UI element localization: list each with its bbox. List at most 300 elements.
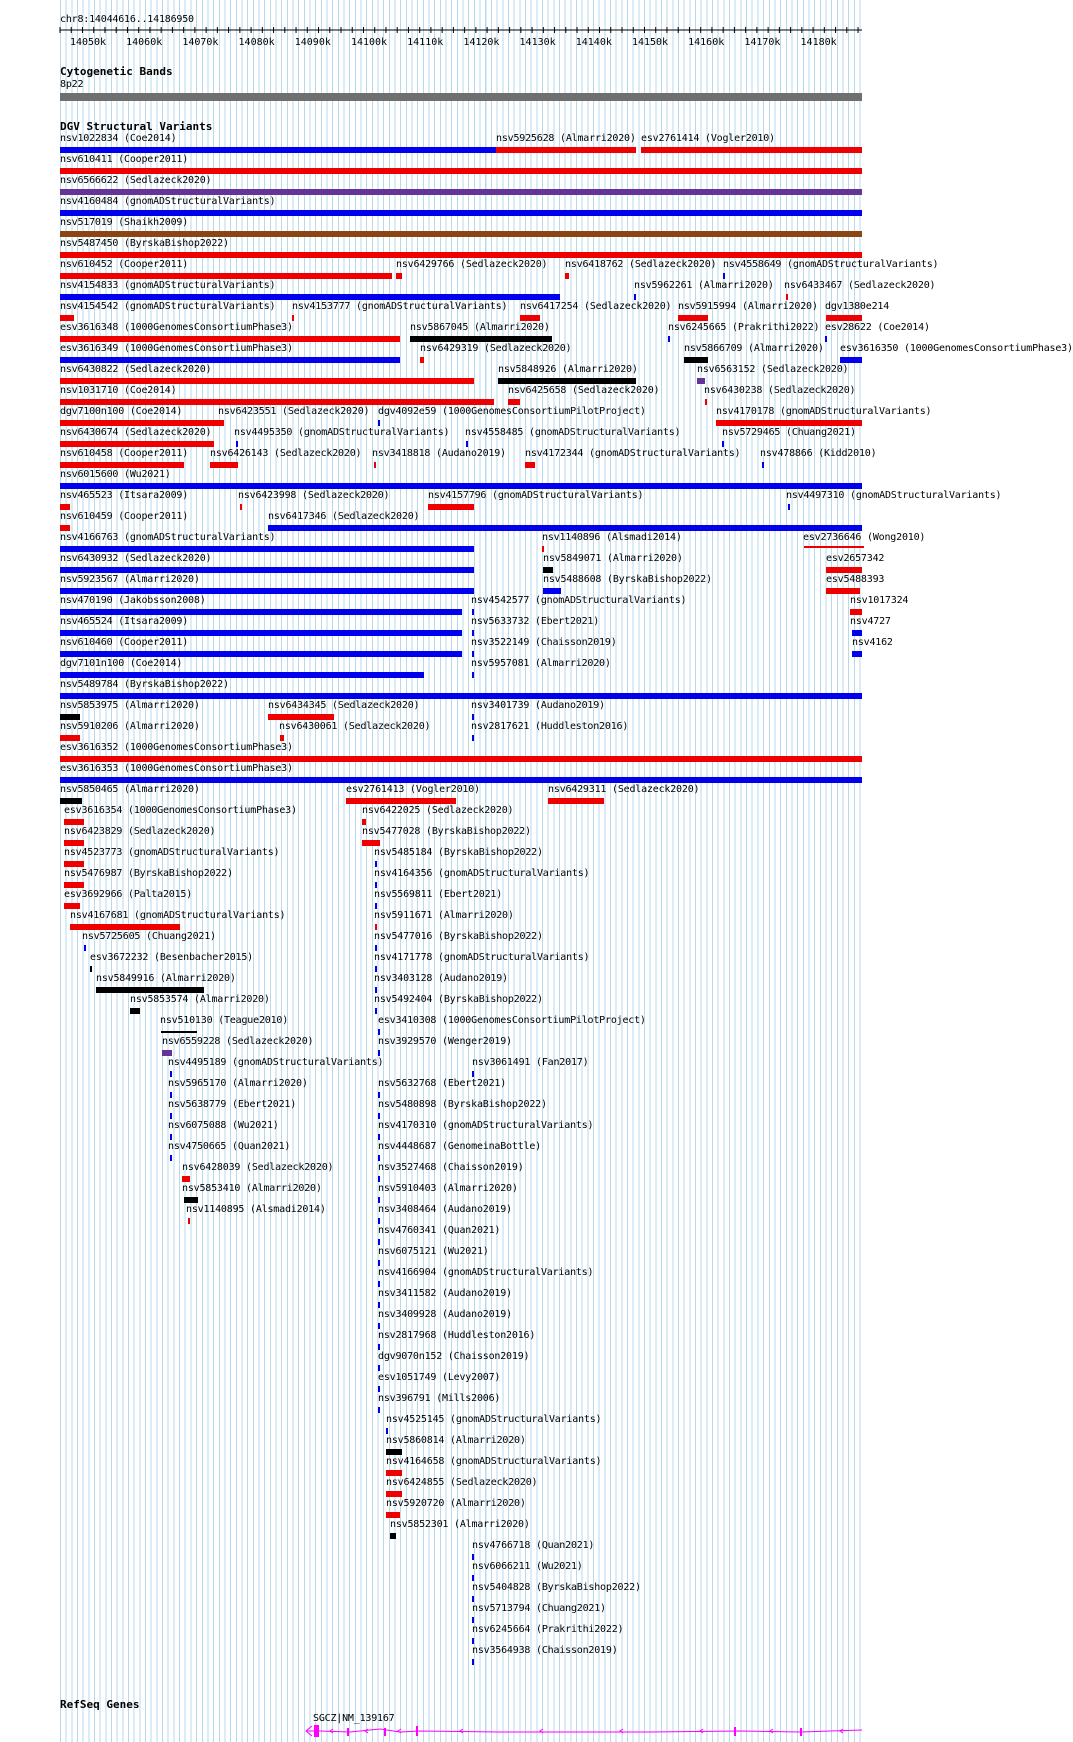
variant-label[interactable]: nsv6423998 (Sedlazeck2020)	[238, 490, 390, 501]
variant-label[interactable]: nsv4558649 (gnomADStructuralVariants)	[723, 259, 939, 270]
variant-label[interactable]: nsv6426143 (Sedlazeck2020)	[210, 448, 362, 459]
variant-label[interactable]: nsv5860814 (Almarri2020)	[386, 1435, 526, 1446]
variant-feature-loss[interactable]	[826, 315, 862, 321]
variant-feature-gain[interactable]	[375, 987, 377, 993]
variant-label[interactable]: nsv4497310 (gnomADStructuralVariants)	[786, 490, 1002, 501]
variant-feature-gain[interactable]	[60, 357, 400, 363]
variant-label[interactable]: nsv5713794 (Chuang2021)	[472, 1603, 606, 1614]
variant-feature-gain[interactable]	[378, 1113, 380, 1119]
variant-feature-gain[interactable]	[60, 651, 462, 657]
variant-label[interactable]: nsv6423551 (Sedlazeck2020)	[218, 406, 370, 417]
variant-feature-gain[interactable]	[472, 651, 474, 657]
variant-label[interactable]: nsv6430238 (Sedlazeck2020)	[704, 385, 856, 396]
variant-label[interactable]: nsv4525145 (gnomADStructuralVariants)	[386, 1414, 602, 1425]
variant-feature-loss[interactable]	[525, 462, 535, 468]
variant-feature-gain[interactable]	[378, 1029, 380, 1035]
variant-label[interactable]: nsv4542577 (gnomADStructuralVariants)	[471, 595, 687, 606]
variant-feature-loss[interactable]	[705, 399, 707, 405]
variant-label[interactable]: nsv4162	[852, 637, 893, 648]
variant-feature-gain[interactable]	[386, 1428, 388, 1434]
variant-label[interactable]: nsv610460 (Cooper2011)	[60, 637, 189, 648]
variant-feature-gain[interactable]	[472, 1617, 474, 1623]
variant-feature-loss[interactable]	[70, 924, 180, 930]
variant-label[interactable]: esv3616352 (1000GenomesConsortiumPhase3)	[60, 742, 293, 753]
variant-label[interactable]: nsv6430061 (Sedlazeck2020)	[279, 721, 431, 732]
variant-feature-loss[interactable]	[60, 756, 862, 762]
variant-label[interactable]: nsv5925628 (Almarri2020)	[496, 133, 636, 144]
variant-feature-gain[interactable]	[852, 630, 862, 636]
variant-label[interactable]: nsv5492404 (ByrskaBishop2022)	[374, 994, 543, 1005]
variant-feature-gain[interactable]	[472, 609, 474, 615]
variant-label[interactable]: esv2657342	[826, 553, 885, 564]
variant-feature-loss[interactable]	[548, 798, 604, 804]
variant-label[interactable]: nsv4523773 (gnomADStructuralVariants)	[64, 847, 280, 858]
variant-feature-gain[interactable]	[378, 1323, 380, 1329]
variant-feature-mobile[interactable]	[60, 231, 862, 237]
variant-label[interactable]: esv3672232 (Besenbacher2015)	[90, 952, 253, 963]
variant-label[interactable]: esv3616349 (1000GenomesConsortiumPhase3)	[60, 343, 293, 354]
variant-feature-gain[interactable]	[378, 1239, 380, 1245]
variant-label[interactable]: esv3616350 (1000GenomesConsortiumPhase3)	[840, 343, 1073, 354]
variant-label[interactable]: nsv4166763 (gnomADStructuralVariants)	[60, 532, 276, 543]
variant-label[interactable]: nsv4154542 (gnomADStructuralVariants)	[60, 301, 276, 312]
variant-feature-gain[interactable]	[668, 336, 670, 342]
variant-label[interactable]: esv3616354 (1000GenomesConsortiumPhase3)	[64, 805, 297, 816]
variant-label[interactable]: nsv5852301 (Almarri2020)	[390, 1519, 530, 1530]
variant-label[interactable]: nsv4495350 (gnomADStructuralVariants)	[234, 427, 450, 438]
variant-feature-loss[interactable]	[60, 441, 214, 447]
variant-label[interactable]: nsv5632768 (Ebert2021)	[378, 1078, 507, 1089]
variant-label[interactable]: dgv1380e214	[825, 301, 890, 312]
variant-label[interactable]: nsv5633732 (Ebert2021)	[471, 616, 600, 627]
variant-label[interactable]: nsv1017324	[850, 595, 909, 606]
variant-label[interactable]: nsv6425658 (Sedlazeck2020)	[508, 385, 660, 396]
variant-feature-loss[interactable]	[60, 504, 70, 510]
cytoband-bar[interactable]	[60, 93, 862, 101]
variant-label[interactable]: dgv7100n100 (Coe2014)	[60, 406, 183, 417]
variant-label[interactable]: dgv7101n100 (Coe2014)	[60, 658, 183, 669]
variant-feature-gain[interactable]	[378, 1407, 380, 1413]
variant-label[interactable]: nsv6066211 (Wu2021)	[472, 1561, 583, 1572]
variant-feature-gain[interactable]	[378, 1050, 380, 1056]
variant-label[interactable]: nsv4558485 (gnomADStructuralVariants)	[465, 427, 681, 438]
variant-feature-inversion[interactable]	[697, 378, 705, 384]
variant-feature-gain[interactable]	[60, 147, 496, 153]
variant-label[interactable]: nsv6430822 (Sedlazeck2020)	[60, 364, 212, 375]
variant-label[interactable]: nsv470190 (Jakobsson2008)	[60, 595, 206, 606]
variant-feature-loss[interactable]	[520, 315, 540, 321]
variant-feature-loss[interactable]	[374, 462, 376, 468]
variant-label[interactable]: nsv5920720 (Almarri2020)	[386, 1498, 526, 1509]
variant-label[interactable]: esv1051749 (Levy2007)	[378, 1372, 501, 1383]
variant-label[interactable]: nsv5476987 (ByrskaBishop2022)	[64, 868, 233, 879]
variant-label[interactable]: nsv4154833 (gnomADStructuralVariants)	[60, 280, 276, 291]
variant-feature-loss[interactable]	[716, 420, 862, 426]
variant-feature-gain[interactable]	[378, 1197, 380, 1203]
variant-feature-loss[interactable]	[396, 273, 402, 279]
variant-feature-gain[interactable]	[723, 273, 725, 279]
variant-feature-gain[interactable]	[60, 483, 862, 489]
variant-label[interactable]: nsv4495189 (gnomADStructuralVariants)	[168, 1057, 384, 1068]
variant-label[interactable]: nsv5487450 (ByrskaBishop2022)	[60, 238, 229, 249]
variant-label[interactable]: nsv5404828 (ByrskaBishop2022)	[472, 1582, 641, 1593]
variant-label[interactable]: esv3692966 (Palta2015)	[64, 889, 193, 900]
variant-label[interactable]: esv3616348 (1000GenomesConsortiumPhase3)	[60, 322, 293, 333]
variant-label[interactable]: nsv610411 (Cooper2011)	[60, 154, 189, 165]
variant-label[interactable]: nsv3522149 (Chaisson2019)	[471, 637, 617, 648]
variant-feature-gain[interactable]	[466, 441, 468, 447]
variant-label[interactable]: nsv5910206 (Almarri2020)	[60, 721, 200, 732]
variant-feature-gain[interactable]	[472, 735, 474, 741]
variant-feature-loss[interactable]	[218, 420, 224, 426]
variant-label[interactable]: nsv6075088 (Wu2021)	[168, 1120, 279, 1131]
variant-feature-gain[interactable]	[378, 1281, 380, 1287]
variant-feature-gain[interactable]	[170, 1092, 172, 1098]
variant-label[interactable]: nsv5488608 (ByrskaBishop2022)	[543, 574, 712, 585]
variant-label[interactable]: nsv3564938 (Chaisson2019)	[472, 1645, 618, 1656]
variant-feature-complex[interactable]	[386, 1449, 402, 1455]
variant-feature-gain[interactable]	[170, 1134, 172, 1140]
variant-label[interactable]: nsv5725605 (Chuang2021)	[82, 931, 216, 942]
variant-label[interactable]: nsv5957081 (Almarri2020)	[471, 658, 611, 669]
variant-label[interactable]: nsv6434345 (Sedlazeck2020)	[268, 700, 420, 711]
variant-feature-loss[interactable]	[64, 819, 84, 825]
variant-feature-loss[interactable]	[60, 378, 474, 384]
variant-feature-gain[interactable]	[378, 1092, 380, 1098]
variant-feature-inversion[interactable]	[162, 1050, 172, 1056]
variant-feature-gain[interactable]	[60, 294, 560, 300]
variant-label[interactable]: nsv3408464 (Audano2019)	[378, 1204, 512, 1215]
variant-label[interactable]: nsv3418818 (Audano2019)	[372, 448, 506, 459]
variant-feature-gain[interactable]	[375, 861, 377, 867]
variant-feature-loss[interactable]	[268, 714, 334, 720]
variant-label[interactable]: nsv5853574 (Almarri2020)	[130, 994, 270, 1005]
variant-label[interactable]: nsv1031710 (Coe2014)	[60, 385, 177, 396]
variant-feature-gain[interactable]	[472, 630, 474, 636]
variant-label[interactable]: nsv4750665 (Quan2021)	[168, 1141, 291, 1152]
variant-feature-complex[interactable]	[90, 966, 92, 972]
variant-feature-loss[interactable]	[565, 273, 569, 279]
variant-label[interactable]: nsv478866 (Kidd2010)	[760, 448, 877, 459]
variant-label[interactable]: nsv4170310 (gnomADStructuralVariants)	[378, 1120, 594, 1131]
variant-label[interactable]: nsv6430932 (Sedlazeck2020)	[60, 553, 212, 564]
variant-label[interactable]: nsv5853410 (Almarri2020)	[182, 1183, 322, 1194]
variant-label[interactable]: esv2761414 (Vogler2010)	[641, 133, 775, 144]
variant-label[interactable]: nsv4760341 (Quan2021)	[378, 1225, 501, 1236]
variant-label[interactable]: nsv5866709 (Almarri2020)	[684, 343, 824, 354]
variant-feature-gain[interactable]	[375, 966, 377, 972]
variant-label[interactable]: nsv5923567 (Almarri2020)	[60, 574, 200, 585]
variant-feature-loss[interactable]	[182, 1176, 190, 1182]
variant-feature-loss[interactable]	[280, 735, 284, 741]
variant-feature-gain[interactable]	[378, 420, 380, 426]
variant-feature-gain[interactable]	[60, 210, 862, 216]
variant-label[interactable]: nsv396791 (Mills2006)	[378, 1393, 501, 1404]
variant-label[interactable]: nsv4167681 (gnomADStructuralVariants)	[70, 910, 286, 921]
variant-label[interactable]: nsv4164356 (gnomADStructuralVariants)	[374, 868, 590, 879]
variant-feature-gain[interactable]	[84, 945, 86, 951]
variant-feature-loss[interactable]	[362, 819, 366, 825]
variant-feature-gain[interactable]	[378, 1134, 380, 1140]
variant-feature-gain[interactable]	[170, 1155, 172, 1161]
variant-feature-inversion[interactable]	[60, 189, 862, 195]
variant-label[interactable]: nsv5853975 (Almarri2020)	[60, 700, 200, 711]
variant-label[interactable]: nsv5849071 (Almarri2020)	[543, 553, 683, 564]
variant-label[interactable]: nsv5962261 (Almarri2020)	[634, 280, 774, 291]
variant-label[interactable]: nsv5489784 (ByrskaBishop2022)	[60, 679, 229, 690]
variant-feature-loss[interactable]	[60, 399, 494, 405]
variant-feature-loss[interactable]	[60, 168, 862, 174]
variant-label[interactable]: nsv3411582 (Audano2019)	[378, 1288, 512, 1299]
variant-label[interactable]: nsv6429766 (Sedlazeck2020)	[396, 259, 548, 270]
variant-feature-loss[interactable]	[678, 315, 708, 321]
gene-model[interactable]	[0, 1720, 890, 1742]
variant-label[interactable]: nsv5480898 (ByrskaBishop2022)	[378, 1099, 547, 1110]
variant-feature-loss[interactable]	[508, 399, 520, 405]
variant-label[interactable]: esv3616353 (1000GenomesConsortiumPhase3)	[60, 763, 293, 774]
variant-feature-complex[interactable]	[684, 357, 708, 363]
variant-feature-loss[interactable]	[386, 1491, 402, 1497]
gene-direction-chevron	[365, 1729, 368, 1733]
variant-label[interactable]: nsv6566622 (Sedlazeck2020)	[60, 175, 212, 186]
variant-label[interactable]: nsv510130 (Teague2010)	[160, 1015, 289, 1026]
variant-feature-loss[interactable]	[386, 1470, 402, 1476]
variant-feature-gain[interactable]	[378, 1155, 380, 1161]
variant-label[interactable]: esv3410308 (1000GenomesConsortiumPilotProject)	[378, 1015, 646, 1026]
variant-label[interactable]: nsv6563152 (Sedlazeck2020)	[697, 364, 849, 375]
variant-feature-gain[interactable]	[375, 945, 377, 951]
variant-feature-complex[interactable]	[161, 1031, 197, 1033]
variant-feature-loss[interactable]	[826, 588, 860, 594]
variant-label[interactable]: nsv465523 (Itsara2009)	[60, 490, 189, 501]
variant-feature-gain[interactable]	[825, 336, 827, 342]
variant-label[interactable]: nsv3409928 (Audano2019)	[378, 1309, 512, 1320]
variant-feature-complex[interactable]	[60, 714, 80, 720]
variant-feature-loss[interactable]	[64, 861, 84, 867]
variant-feature-gain[interactable]	[375, 903, 377, 909]
variant-label[interactable]: dgv9070n152 (Chaisson2019)	[378, 1351, 530, 1362]
variant-feature-gain[interactable]	[472, 1575, 474, 1581]
variant-feature-loss[interactable]	[375, 924, 377, 930]
variant-feature-gain[interactable]	[60, 588, 474, 594]
variant-label[interactable]: nsv2817621 (Huddleston2016)	[471, 721, 629, 732]
variant-feature-gain[interactable]	[375, 1008, 377, 1014]
variant-feature-gain[interactable]	[840, 357, 862, 363]
variant-label[interactable]: nsv5910403 (Almarri2020)	[378, 1183, 518, 1194]
variant-feature-loss[interactable]	[60, 462, 184, 468]
variant-label[interactable]: nsv6417254 (Sedlazeck2020)	[520, 301, 672, 312]
variant-feature-complex[interactable]	[130, 1008, 140, 1014]
ruler-tick-label: 14170k	[744, 37, 781, 48]
variant-label[interactable]: nsv4766718 (Quan2021)	[472, 1540, 595, 1551]
variant-feature-gain[interactable]	[378, 1176, 380, 1182]
variant-label[interactable]: nsv4153777 (gnomADStructuralVariants)	[292, 301, 508, 312]
variant-feature-complex[interactable]	[390, 1533, 396, 1539]
variant-label[interactable]: esv2736646 (Wong2010)	[803, 532, 926, 543]
variant-feature-gain[interactable]	[472, 1638, 474, 1644]
variant-feature-gain[interactable]	[634, 294, 636, 300]
variant-label[interactable]: nsv4164658 (gnomADStructuralVariants)	[386, 1456, 602, 1467]
variant-feature-loss[interactable]	[64, 882, 84, 888]
variant-label[interactable]: nsv4170178 (gnomADStructuralVariants)	[716, 406, 932, 417]
variant-feature-gain[interactable]	[472, 672, 474, 678]
variant-feature-loss[interactable]	[362, 840, 380, 846]
variant-label[interactable]: nsv5911671 (Almarri2020)	[374, 910, 514, 921]
variant-label[interactable]: nsv1140895 (Alsmadi2014)	[186, 1204, 326, 1215]
variant-feature-loss[interactable]	[240, 504, 242, 510]
variant-feature-gain[interactable]	[60, 777, 862, 783]
variant-feature-loss[interactable]	[210, 462, 238, 468]
ruler-tick-label: 14080k	[238, 37, 275, 48]
variant-label[interactable]: nsv6430674 (Sedlazeck2020)	[60, 427, 212, 438]
variant-label[interactable]: nsv6433467 (Sedlazeck2020)	[784, 280, 936, 291]
variant-label[interactable]: nsv5965170 (Almarri2020)	[168, 1078, 308, 1089]
variant-feature-gain[interactable]	[472, 1554, 474, 1560]
variant-feature-gain[interactable]	[543, 588, 561, 594]
variant-feature-loss[interactable]	[542, 546, 544, 552]
variant-feature-loss[interactable]	[60, 735, 80, 741]
variant-label[interactable]: nsv5849916 (Almarri2020)	[96, 973, 236, 984]
variant-label[interactable]: nsv2817968 (Huddleston2016)	[378, 1330, 536, 1341]
variant-label[interactable]: nsv3929570 (Wenger2019)	[378, 1036, 512, 1047]
variant-label[interactable]: nsv6245665 (Prakrithi2022)	[668, 322, 820, 333]
variant-label[interactable]: dgv4092e59 (1000GenomesConsortiumPilotProject)	[378, 406, 646, 417]
variant-label[interactable]: nsv6424855 (Sedlazeck2020)	[386, 1477, 538, 1488]
variant-label[interactable]: nsv5569811 (Ebert2021)	[374, 889, 503, 900]
variant-feature-gain[interactable]	[236, 441, 238, 447]
variant-feature-loss[interactable]	[60, 273, 392, 279]
variant-feature-gain[interactable]	[170, 1113, 172, 1119]
variant-label[interactable]: nsv4171778 (gnomADStructuralVariants)	[374, 952, 590, 963]
variant-feature-gain[interactable]	[378, 1302, 380, 1308]
variant-feature-loss[interactable]	[786, 294, 788, 300]
variant-feature-gain[interactable]	[852, 651, 862, 657]
variant-feature-gain[interactable]	[472, 1659, 474, 1665]
variant-label[interactable]: nsv6423829 (Sedlazeck2020)	[64, 826, 216, 837]
variant-label[interactable]: nsv3527468 (Chaisson2019)	[378, 1162, 524, 1173]
variant-feature-loss[interactable]	[346, 798, 456, 804]
variant-label[interactable]: nsv5867045 (Almarri2020)	[410, 322, 550, 333]
variant-feature-gain[interactable]	[472, 714, 474, 720]
variant-feature-loss[interactable]	[188, 1218, 190, 1224]
variant-feature-gain[interactable]	[472, 1071, 474, 1077]
variant-feature-gain[interactable]	[60, 630, 462, 636]
variant-label[interactable]: nsv610459 (Cooper2011)	[60, 511, 189, 522]
variant-feature-gain[interactable]	[378, 1344, 380, 1350]
variant-label[interactable]: esv5488393	[826, 574, 885, 585]
variant-label[interactable]: nsv610452 (Cooper2011)	[60, 259, 189, 270]
variant-feature-loss[interactable]	[60, 336, 400, 342]
variant-feature-gain[interactable]	[378, 1218, 380, 1224]
variant-feature-gain[interactable]	[722, 441, 724, 447]
variant-label[interactable]: nsv4160484 (gnomADStructuralVariants)	[60, 196, 276, 207]
variant-feature-complex[interactable]	[498, 378, 636, 384]
variant-label[interactable]: nsv5477016 (ByrskaBishop2022)	[374, 931, 543, 942]
variant-feature-loss[interactable]	[826, 567, 862, 573]
variant-feature-gain[interactable]	[378, 1365, 380, 1371]
variant-feature-gain[interactable]	[60, 567, 474, 573]
variant-label[interactable]: nsv6422025 (Sedlazeck2020)	[362, 805, 514, 816]
variant-label[interactable]: nsv4448687 (GenomeinaBottle)	[378, 1141, 541, 1152]
variant-feature-loss[interactable]	[850, 609, 862, 615]
variant-feature-loss[interactable]	[428, 504, 474, 510]
variant-feature-gain[interactable]	[60, 609, 462, 615]
variant-label[interactable]: nsv5638779 (Ebert2021)	[168, 1099, 297, 1110]
variant-feature-loss[interactable]	[64, 840, 84, 846]
variant-feature-gain[interactable]	[762, 462, 764, 468]
variant-label[interactable]: nsv610458 (Cooper2011)	[60, 448, 189, 459]
variant-label[interactable]: nsv5850465 (Almarri2020)	[60, 784, 200, 795]
variant-label[interactable]: nsv5848926 (Almarri2020)	[498, 364, 638, 375]
variant-feature-complex[interactable]	[96, 987, 204, 993]
variant-feature-gain[interactable]	[375, 882, 377, 888]
variant-label[interactable]: nsv6417346 (Sedlazeck2020)	[268, 511, 420, 522]
variant-label[interactable]: nsv465524 (Itsara2009)	[60, 616, 189, 627]
variant-label[interactable]: nsv1140896 (Alsmadi2014)	[542, 532, 682, 543]
variant-feature-loss[interactable]	[804, 546, 864, 548]
variant-label[interactable]: nsv4172344 (gnomADStructuralVariants)	[525, 448, 741, 459]
variant-label[interactable]: nsv6429319 (Sedlazeck2020)	[420, 343, 572, 354]
variant-label[interactable]: nsv4727	[850, 616, 891, 627]
variant-feature-gain[interactable]	[378, 1260, 380, 1266]
variant-label[interactable]: nsv3403128 (Audano2019)	[374, 973, 508, 984]
variant-feature-gain[interactable]	[60, 672, 424, 678]
variant-feature-loss[interactable]	[641, 147, 862, 153]
variant-feature-gain[interactable]	[788, 504, 790, 510]
variant-label[interactable]: nsv4166904 (gnomADStructuralVariants)	[378, 1267, 594, 1278]
variant-label[interactable]: esv28622 (Coe2014)	[825, 322, 930, 333]
variant-feature-complex[interactable]	[543, 567, 553, 573]
variant-feature-complex[interactable]	[410, 336, 552, 342]
variant-label[interactable]: nsv1022834 (Coe2014)	[60, 133, 177, 144]
variant-label[interactable]: nsv6429311 (Sedlazeck2020)	[548, 784, 700, 795]
variant-feature-loss[interactable]	[60, 315, 74, 321]
variant-label[interactable]: nsv5485184 (ByrskaBishop2022)	[374, 847, 543, 858]
variant-label[interactable]: nsv6418762 (Sedlazeck2020)	[565, 259, 717, 270]
variant-label[interactable]: esv2761413 (Vogler2010)	[346, 784, 480, 795]
variant-feature-gain[interactable]	[378, 1386, 380, 1392]
variant-feature-gain[interactable]	[472, 1596, 474, 1602]
variant-feature-loss[interactable]	[60, 252, 862, 258]
variant-feature-loss[interactable]	[420, 357, 424, 363]
variant-feature-loss[interactable]	[64, 903, 80, 909]
variant-feature-gain[interactable]	[60, 546, 474, 552]
variant-feature-loss[interactable]	[496, 147, 636, 153]
variant-label[interactable]: nsv6245664 (Prakrithi2022)	[472, 1624, 624, 1635]
variant-feature-gain[interactable]	[60, 693, 862, 699]
variant-feature-complex[interactable]	[184, 1197, 198, 1203]
variant-feature-gain[interactable]	[170, 1071, 172, 1077]
variant-label[interactable]: nsv5915994 (Almarri2020)	[678, 301, 818, 312]
variant-label[interactable]: nsv5729465 (Chuang2021)	[722, 427, 856, 438]
variant-label[interactable]: nsv6559228 (Sedlazeck2020)	[162, 1036, 314, 1047]
variant-label[interactable]: nsv5477028 (ByrskaBishop2022)	[362, 826, 531, 837]
variant-feature-loss[interactable]	[292, 315, 294, 321]
variant-feature-loss[interactable]	[60, 525, 70, 531]
variant-feature-loss[interactable]	[60, 420, 218, 426]
variant-label[interactable]: nsv6428039 (Sedlazeck2020)	[182, 1162, 334, 1173]
variant-label[interactable]: nsv3401739 (Audano2019)	[471, 700, 605, 711]
variant-label[interactable]: nsv4157796 (gnomADStructuralVariants)	[428, 490, 644, 501]
variant-label[interactable]: nsv3061491 (Fan2017)	[472, 1057, 589, 1068]
variant-feature-gain[interactable]	[268, 525, 862, 531]
variant-label[interactable]: nsv6015600 (Wu2021)	[60, 469, 171, 480]
variant-feature-loss[interactable]	[386, 1512, 400, 1518]
variant-label[interactable]: nsv6075121 (Wu2021)	[378, 1246, 489, 1257]
ruler-tick-label: 14140k	[575, 37, 612, 48]
variant-feature-complex[interactable]	[60, 798, 82, 804]
variant-label[interactable]: nsv517019 (Shaikh2009)	[60, 217, 189, 228]
